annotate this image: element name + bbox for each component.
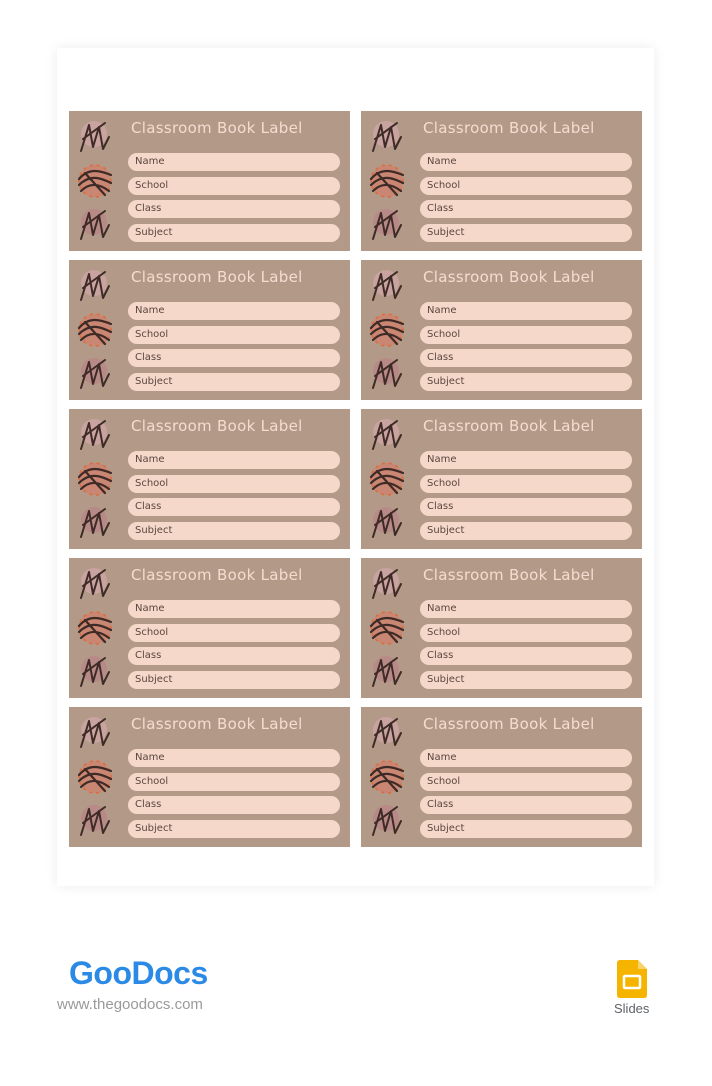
- label-title: Classroom Book Label: [423, 566, 595, 584]
- scribble-circle-icon: [75, 266, 115, 306]
- label-field-subject[interactable]: Subject: [128, 373, 340, 391]
- scribble-circle-icon: [75, 161, 115, 201]
- scribble-circle-icon: [75, 608, 115, 648]
- label-field-name[interactable]: Name: [128, 451, 340, 469]
- scribble-circle-icon: [75, 503, 115, 543]
- label-field-class[interactable]: Class: [420, 498, 632, 516]
- book-label-card: [361, 260, 642, 400]
- label-field-subject[interactable]: Subject: [128, 671, 340, 689]
- label-field-class[interactable]: Class: [128, 647, 340, 665]
- scribble-circle-icon: [75, 354, 115, 394]
- label-title: Classroom Book Label: [131, 566, 303, 584]
- website-url[interactable]: www.thegoodocs.com: [57, 996, 203, 1013]
- label-field-class[interactable]: Class: [128, 200, 340, 218]
- scribble-circle-icon: [367, 161, 407, 201]
- label-field-class[interactable]: Class: [420, 796, 632, 814]
- scribble-circle-icon: [75, 310, 115, 350]
- label-title: Classroom Book Label: [423, 119, 595, 137]
- label-field-school[interactable]: School: [420, 773, 632, 791]
- book-label-card: [361, 111, 642, 251]
- label-title: Classroom Book Label: [423, 417, 595, 435]
- label-field-class[interactable]: Class: [128, 796, 340, 814]
- label-field-name[interactable]: Name: [420, 153, 632, 171]
- label-field-subject[interactable]: Subject: [420, 224, 632, 242]
- label-field-school[interactable]: School: [420, 475, 632, 493]
- scribble-circle-icon: [75, 117, 115, 157]
- scribble-circle-icon: [367, 801, 407, 841]
- label-field-subject[interactable]: Subject: [420, 373, 632, 391]
- scribble-circle-icon: [75, 205, 115, 245]
- label-field-school[interactable]: School: [420, 177, 632, 195]
- label-field-subject[interactable]: Subject: [420, 820, 632, 838]
- scribble-circle-icon: [367, 564, 407, 604]
- label-field-subject[interactable]: Subject: [128, 522, 340, 540]
- label-field-subject[interactable]: Subject: [420, 671, 632, 689]
- label-field-class[interactable]: Class: [420, 349, 632, 367]
- book-label-card: [361, 707, 642, 847]
- label-field-school[interactable]: School: [420, 326, 632, 344]
- scribble-circle-icon: [75, 459, 115, 499]
- book-label-card: [69, 558, 350, 698]
- scribble-circle-icon: [75, 713, 115, 753]
- scribble-circle-icon: [367, 652, 407, 692]
- scribble-circle-icon: [367, 415, 407, 455]
- label-field-school[interactable]: School: [128, 624, 340, 642]
- label-field-name[interactable]: Name: [128, 302, 340, 320]
- label-title: Classroom Book Label: [131, 119, 303, 137]
- label-field-subject[interactable]: Subject: [128, 224, 340, 242]
- label-field-name[interactable]: Name: [420, 600, 632, 618]
- book-label-card: [69, 409, 350, 549]
- scribble-circle-icon: [367, 354, 407, 394]
- goodocs-logo[interactable]: GooDocs: [69, 955, 208, 991]
- label-title: Classroom Book Label: [131, 417, 303, 435]
- label-field-name[interactable]: Name: [128, 600, 340, 618]
- scribble-circle-icon: [367, 757, 407, 797]
- label-field-school[interactable]: School: [128, 475, 340, 493]
- scribble-circle-icon: [367, 608, 407, 648]
- label-field-class[interactable]: Class: [420, 200, 632, 218]
- scribble-circle-icon: [75, 415, 115, 455]
- label-field-school[interactable]: School: [128, 177, 340, 195]
- scribble-circle-icon: [367, 266, 407, 306]
- scribble-circle-icon: [75, 652, 115, 692]
- label-field-name[interactable]: Name: [128, 153, 340, 171]
- scribble-circle-icon: [75, 757, 115, 797]
- label-field-subject[interactable]: Subject: [128, 820, 340, 838]
- scribble-circle-icon: [367, 713, 407, 753]
- label-field-name[interactable]: Name: [420, 451, 632, 469]
- label-title: Classroom Book Label: [423, 268, 595, 286]
- label-field-name[interactable]: Name: [420, 302, 632, 320]
- label-field-class[interactable]: Class: [420, 647, 632, 665]
- scribble-circle-icon: [367, 310, 407, 350]
- label-title: Classroom Book Label: [131, 268, 303, 286]
- book-label-card: [69, 111, 350, 251]
- label-field-class[interactable]: Class: [128, 498, 340, 516]
- scribble-circle-icon: [75, 564, 115, 604]
- label-field-name[interactable]: Name: [128, 749, 340, 767]
- label-field-school[interactable]: School: [128, 326, 340, 344]
- scribble-circle-icon: [367, 117, 407, 157]
- label-field-name[interactable]: Name: [420, 749, 632, 767]
- label-field-school[interactable]: School: [128, 773, 340, 791]
- slides-icon[interactable]: [617, 960, 647, 998]
- scribble-circle-icon: [367, 503, 407, 543]
- label-sheet: [57, 48, 654, 886]
- book-label-card: [69, 707, 350, 847]
- scribble-circle-icon: [367, 205, 407, 245]
- label-field-school[interactable]: School: [420, 624, 632, 642]
- label-field-class[interactable]: Class: [128, 349, 340, 367]
- book-label-card: [361, 558, 642, 698]
- slides-label: Slides: [614, 1001, 650, 1016]
- book-label-card: [69, 260, 350, 400]
- label-title: Classroom Book Label: [131, 715, 303, 733]
- scribble-circle-icon: [367, 459, 407, 499]
- book-label-card: [361, 409, 642, 549]
- scribble-circle-icon: [75, 801, 115, 841]
- label-field-subject[interactable]: Subject: [420, 522, 632, 540]
- label-title: Classroom Book Label: [423, 715, 595, 733]
